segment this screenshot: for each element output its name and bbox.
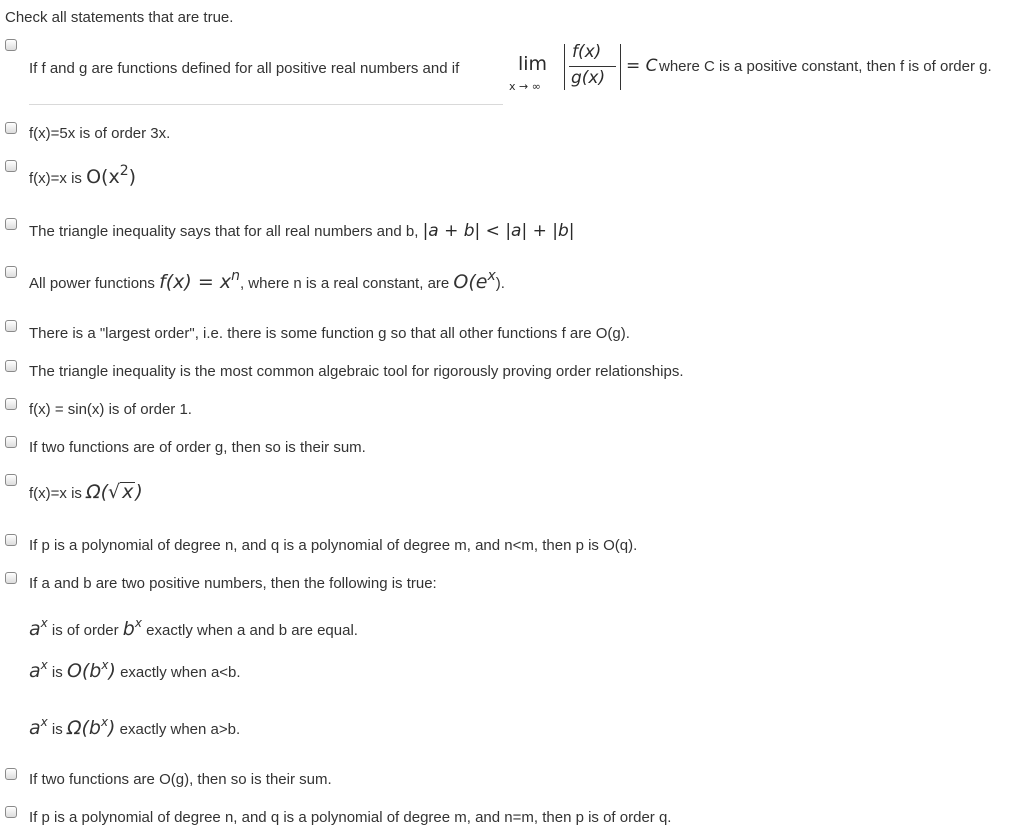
fraction-numerator: f(x) xyxy=(572,42,602,62)
statement-3-text xyxy=(29,163,137,188)
statement-13-text: If two functions are O(g), then so is their sum. xyxy=(29,771,332,788)
checkbox-statement-10[interactable] xyxy=(5,474,17,486)
statement-5-close: ). xyxy=(495,275,505,292)
checkbox-statement-1[interactable] xyxy=(5,39,17,51)
statement-2-text: f(x)=5x is of order 3x. xyxy=(29,125,171,142)
statement-1-text: If f and g are functions defined for all positive real numbers and if xyxy=(29,60,460,77)
power-function-math: $f(x) = x^n$ xyxy=(159,268,240,293)
omega-sqrt-math: Ω(√ x ) xyxy=(86,481,143,503)
statement-12-sub-1: $a^x$ is of order $b^x$ exactly when a and b are equal. xyxy=(29,616,358,640)
checkbox-statement-13[interactable] xyxy=(5,768,17,780)
limit-expression xyxy=(509,42,684,98)
statement-10-text xyxy=(29,481,143,503)
statement-5-pre: All power functions xyxy=(29,275,155,292)
big-o-exp-math: $O(e^x$ xyxy=(453,268,496,293)
checkbox-statement-3[interactable] xyxy=(5,160,17,172)
sub1-a-x: $a^x$ xyxy=(29,616,48,640)
checkbox-statement-6[interactable] xyxy=(5,320,17,332)
checkbox-statement-5[interactable] xyxy=(5,266,17,278)
sub2-a-x: $a^x$ xyxy=(29,658,48,682)
statement-4-text xyxy=(29,221,575,241)
statement-5-mid: , where n is a real constant, are xyxy=(239,275,450,292)
statement-4-pre: The triangle inequality says that for all real numbers and b, xyxy=(29,223,419,240)
lim-subscript: x → ∞ xyxy=(509,80,541,93)
statement-8-text: f(x) = sin(x) is of order 1. xyxy=(29,401,192,418)
fraction-line xyxy=(569,66,616,67)
statement-1-tail: where C is a positive constant, then f is of order g. xyxy=(659,58,992,75)
statement-11-text: If p is a polynomial of degree n, and q is a polynomial of degree m, and n<m, then p is O(q). xyxy=(29,537,638,554)
statement-12-sub-2: $a^x$ is $O(b^x)$ exactly when a<b. xyxy=(29,658,241,682)
statement-9-text: If two functions are of order g, then so is their sum. xyxy=(29,439,366,456)
checkbox-statement-9[interactable] xyxy=(5,436,17,448)
checkbox-statement-7[interactable] xyxy=(5,360,17,372)
sub3-big-omega: $\Omega(b^x)$ xyxy=(66,715,116,739)
checkbox-statement-11[interactable] xyxy=(5,534,17,546)
statement-14-text: If p is a polynomial of degree n, and q is a polynomial of degree m, and n=m, then p is of order q. xyxy=(29,809,672,826)
equals-c: = C xyxy=(626,56,658,76)
triangle-inequality-math: |a + b| < |a| + |b| xyxy=(422,221,575,241)
statement-3-math: $O(x^2)$ xyxy=(86,163,137,188)
statement-6-text: There is a "largest order", i.e. there is some function g so that all other functions f are O(g). xyxy=(29,325,630,342)
statement-12-sub-3: $a^x$ is $\Omega(b^x)$ exactly when a>b. xyxy=(29,715,241,739)
sub2-big-o: $O(b^x)$ xyxy=(66,658,116,682)
divider xyxy=(29,104,503,105)
checkbox-statement-4[interactable] xyxy=(5,218,17,230)
lim-symbol: lim xyxy=(518,53,548,75)
question-prompt: Check all statements that are true. xyxy=(5,9,234,26)
statement-10-pre: f(x)=x is xyxy=(29,485,82,502)
statement-7-text: The triangle inequality is the most common algebraic tool for rigorously proving order relationships. xyxy=(29,363,684,380)
checkbox-statement-14[interactable] xyxy=(5,806,17,818)
checkbox-statement-8[interactable] xyxy=(5,398,17,410)
sub1-b-x: $b^x$ xyxy=(122,616,142,640)
statement-5-text xyxy=(29,268,505,293)
statement-3-pre: f(x)=x is xyxy=(29,170,82,187)
abs-bar-right xyxy=(620,44,621,90)
checkbox-statement-12[interactable] xyxy=(5,572,17,584)
fraction-denominator: g(x) xyxy=(571,68,606,88)
checkbox-statement-2[interactable] xyxy=(5,122,17,134)
sub3-a-x: $a^x$ xyxy=(29,715,48,739)
abs-bar-left xyxy=(564,44,565,90)
statement-12-text: If a and b are two positive numbers, then the following is true: xyxy=(29,575,437,592)
